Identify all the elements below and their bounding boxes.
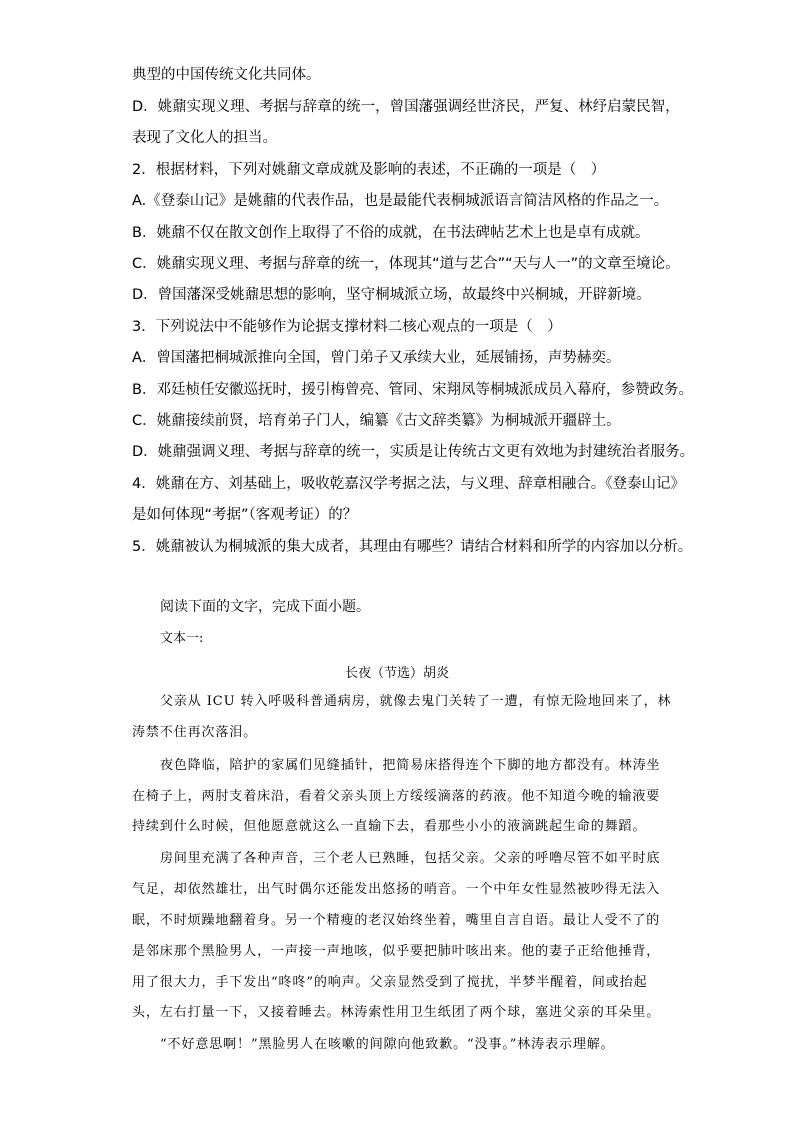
paragraph-line: 父亲从 ICU 转入呼吸科普通病房，就像去鬼门关转了一遭，有惊无险地回来了，林: [160, 694, 672, 709]
paragraph-line: 用了很大力，手下发出“咚咚”的响声。父亲显然受到了搅扰，半梦半醒着，间或抬起: [132, 975, 648, 990]
paragraph-line: 头，左右打量一下，又接着睡去。林涛索性用卫生纸团了两个球，塞进父亲的耳朵里。: [132, 1005, 661, 1020]
text-label: 文本一:: [160, 631, 204, 646]
paragraph-line: 是邻床那个黑脸男人，一声接一声地咳，似乎要把肺叶咳出来。他的妻子正给他捶背，: [132, 944, 661, 959]
question-option-d: D．姚鼐实现义理、考据与辞章的统一，曾国藩强调经世济民，严复、林纾启蒙民智，: [132, 99, 680, 115]
question-4-stem: 4．姚鼐在方、刘基础上，吸收乾嘉汉学考据之法，与义理、辞章相融合。《登泰山记》: [132, 476, 685, 492]
article-title: 长夜（节选）胡炎: [344, 666, 449, 681]
paragraph-line: 房间里充满了各种声音，三个老人已熟睡，包括父亲。父亲的呼噜尽管不如平时底: [160, 851, 661, 866]
paragraph-line: 涛禁不住再次落泪。: [132, 725, 258, 740]
question-2-option-b: B．姚鼐不仅在散文创作上取得了不俗的成就，在书法碑帖艺术上也是卓有成就。: [132, 225, 650, 241]
question-3-option-a: A．曾国藩把桐城派推向全国，曾门弟子又承续大业，延展铺扬，声势赫奕。: [132, 350, 621, 366]
paragraph-line: 夜色降临，陪护的家属们见缝插针，把简易床搭得连个下脚的地方都没有。林涛坐: [160, 758, 661, 773]
reading-instruction: 阅读下面的文字，完成下面小题。: [160, 599, 370, 615]
paragraph-line: 持续到什么时候，但他愿意就这么一直输下去，看那些小小的液滴跳起生命的舞蹈。: [132, 819, 647, 834]
paragraph-line: 眠，不时烦躁地翻着身。另一个精瘦的老汉始终坐着，嘴里自言自语。最让人受不了的: [132, 913, 661, 928]
question-2-stem: 2．根据材料，下列对姚鼐文章成就及影响的表述，不正确的一项是（ ）: [132, 162, 606, 178]
question-3-option-d: D．姚鼐强调义理、考据与辞章的统一，实质是让传统古文更有效地为封建统治者服务。: [132, 444, 695, 460]
question-3-option-c: C．姚鼐接续前贤，培育弟子门人，编纂《古文辞类纂》为桐城派开疆辟土。: [132, 413, 621, 429]
paragraph-line: “不好意思啊！”黑脸男人在咳嗽的间隙向他致歉。“没事。”林涛表示理解。: [160, 1037, 615, 1052]
question-line: 典型的中国传统文化共同体。: [132, 67, 321, 83]
question-2-option-c: C．姚鼐实现义理、考据与辞章的统一，体现其“道与艺合”“天与人一”的文章至境论。: [132, 256, 680, 272]
question-line: 表现了文化人的担当。: [132, 130, 277, 146]
question-4-stem-cont: 是如何体现“考据”（客观考证）的？: [132, 507, 358, 523]
question-3-option-b: B．邓廷桢任安徽巡抚时，援引梅曾亮、管同、宋翔凤等桐城派成员入幕府，参赞政务。: [132, 382, 693, 398]
paragraph-line: 在椅子上，两肘支着床沿，看着父亲头顶上方绥绥滴落的药液。他不知道今晚的输液要: [132, 789, 661, 804]
question-3-stem: 3．下列说法中不能够作为论据支撑材料二核心观点的一项是（ ）: [132, 319, 562, 335]
question-2-option-a: A.《登泰山记》是姚鼐的代表作品，也是最能代表桐城派语言简洁风格的作品之一。: [132, 193, 669, 209]
paragraph-line: 气足，却依然雄壮，出气时偶尔还能发出悠扬的哨音。一个中年女性显然被吵得无法入: [132, 882, 661, 897]
question-5-stem: 5．姚鼐被认为桐城派的集大成者，其理由有哪些？请结合材料和所学的内容加以分析。: [132, 539, 693, 555]
question-2-option-d: D．曾国藩深受姚鼐思想的影响，坚守桐城派立场，故最终中兴桐城，开辟新境。: [132, 287, 651, 303]
